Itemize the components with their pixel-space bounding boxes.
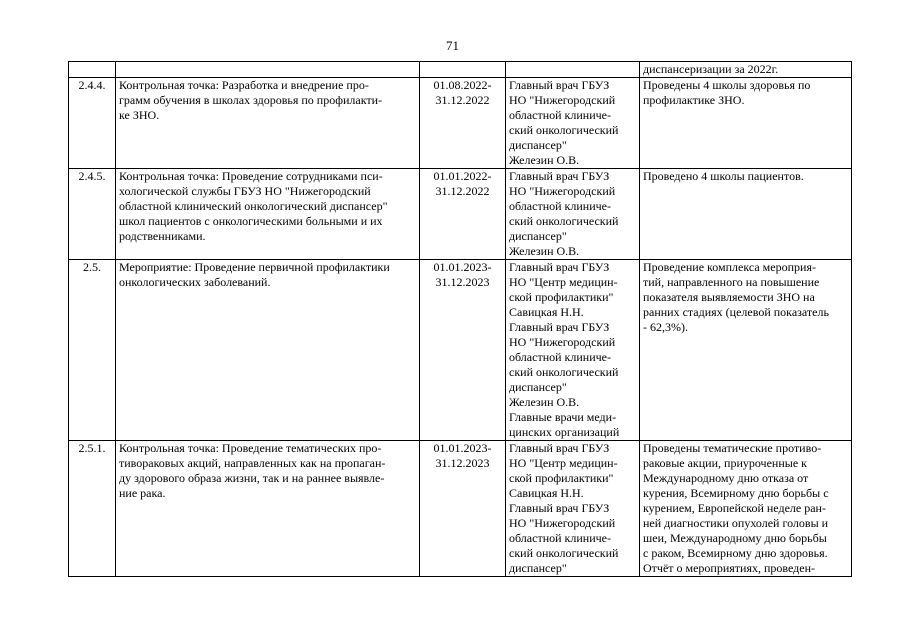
responsible-cell: Главный врач ГБУЗ НО "Нижегородский областной клиниче- ский онкологический диспансер" Железин О.В. [506,169,640,260]
dates-cell: 01.01.2022- 31.12.2022 [420,169,506,260]
dates-cell [420,62,506,78]
table-row [69,169,852,260]
table-row [69,260,852,441]
description-cell: Контрольная точка: Разработка и внедрение про- грамм обучения в школах здоровья по профилакти- ке ЗНО. [116,78,420,169]
description-cell [116,62,420,78]
description-cell: Мероприятие: Проведение первичной профилактики онкологических заболеваний. [116,260,420,441]
table-row [69,441,852,577]
result-cell: диспансеризации за 2022г. [640,62,852,78]
num-cell [69,62,116,78]
page-number: 71 [446,38,459,53]
table-row [69,78,852,169]
result-cell: Проведены 4 школы здоровья по профилактике ЗНО. [640,78,852,169]
result-cell: Проведено 4 школы пациентов. [640,169,852,260]
result-cell: Проведены тематические противо- раковые акции, приуроченные к Международному дню отказа от курения, Всемирному дню борьбы с курением, Европейской неделе ран- ней диагностики опухолей головы и шеи, Международному дню борьбы с раком, Всемирному дню здоровья. Отчёт о мероприятиях, проведен- [640,441,852,577]
activities-table [68,61,852,577]
description-cell: Контрольная точка: Проведение сотрудниками пси- хологической службы ГБУЗ НО "Нижегородский областной клинический онкологический диспансер" школ пациентов с онкологическими больными и их родственниками. [116,169,420,260]
responsible-cell: Главный врач ГБУЗ НО "Центр медицин- ской профилактики" Савицкая Н.Н. Главный врач ГБУЗ НО "Нижегородский областной клиниче- ский онкологический диспансер" Железин О.В. Главные врачи меди- цинских организаций [506,260,640,441]
dates-cell: 01.01.2023- 31.12.2023 [420,260,506,441]
description-cell: Контрольная точка: Проведение тематических про- тивораковых акций, направленных как на пропаган- ду здорового образа жизни, так и на раннее выявле- ние рака. [116,441,420,577]
dates-cell: 01.01.2023- 31.12.2023 [420,441,506,577]
table-row-continuation [69,62,852,78]
num-cell: 2.5.1. [69,441,116,577]
responsible-cell [506,62,640,78]
responsible-cell: Главный врач ГБУЗ НО "Центр медицин- ской профилактики" Савицкая Н.Н. Главный врач ГБУЗ НО "Нижегородский областной клиниче- ский онкологический диспансер" [506,441,640,577]
num-cell: 2.5. [69,260,116,441]
num-cell: 2.4.4. [69,78,116,169]
dates-cell: 01.08.2022- 31.12.2022 [420,78,506,169]
responsible-cell: Главный врач ГБУЗ НО "Нижегородский областной клиниче- ский онкологический диспансер" Железин О.В. [506,78,640,169]
num-cell: 2.4.5. [69,169,116,260]
result-cell: Проведение комплекса мероприя- тий, направленного на повышение показателя выявляемости ЗНО на ранних стадиях (целевой показатель - 62,3%). [640,260,852,441]
